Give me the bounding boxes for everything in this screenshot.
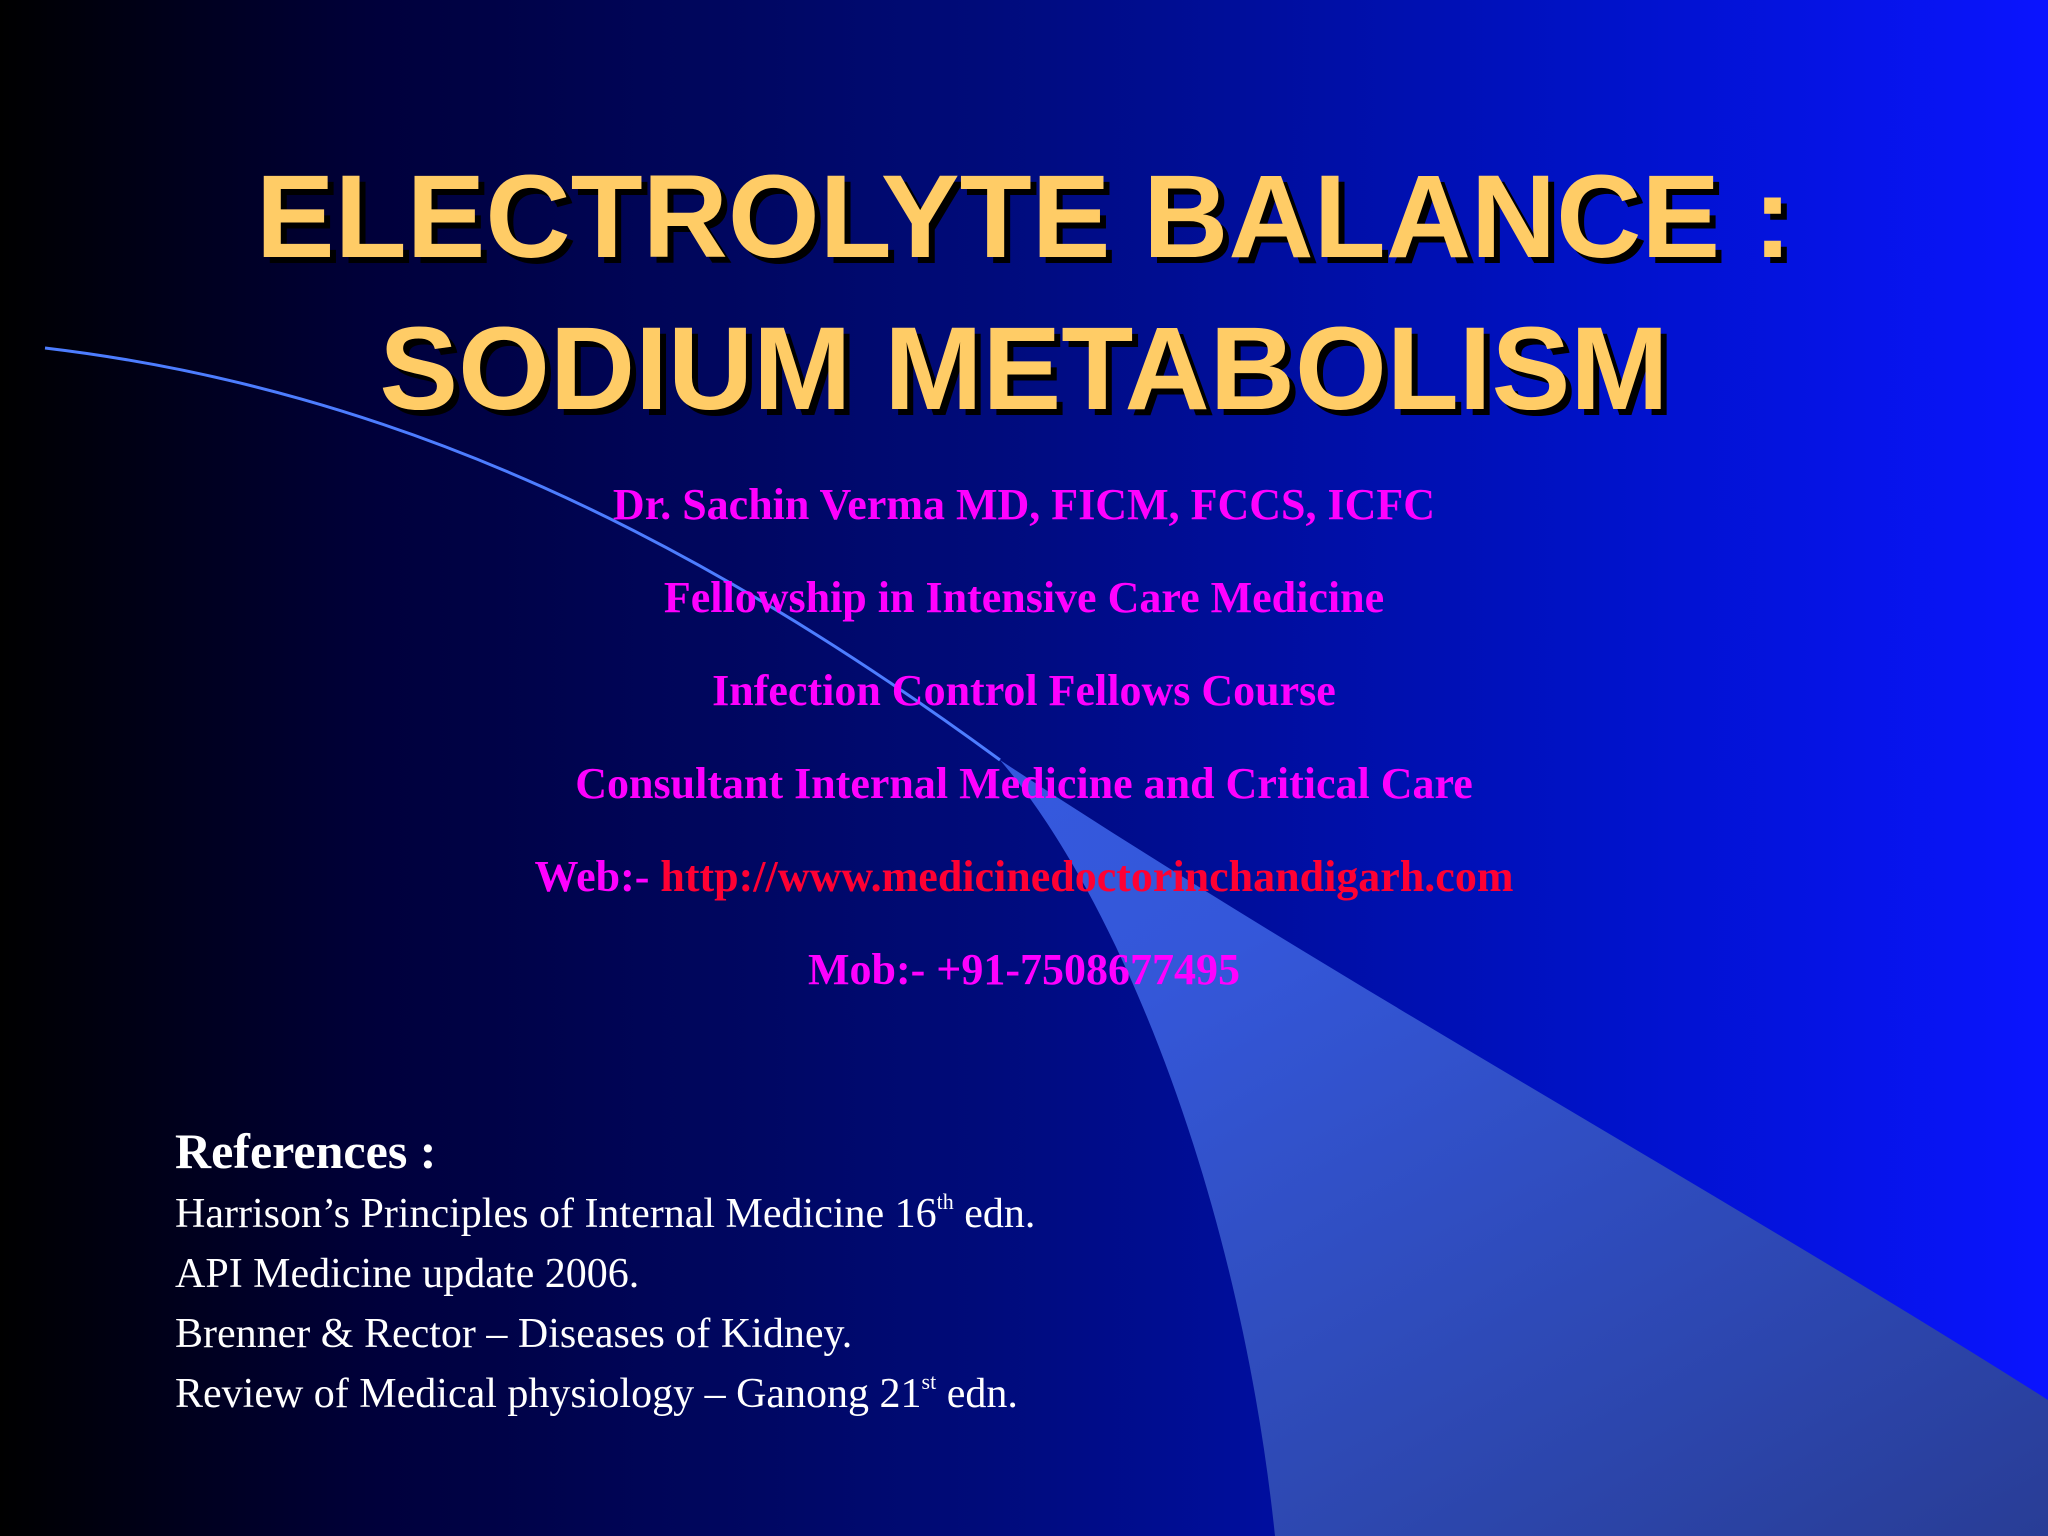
reference-item: Review of Medical physiology – Ganong 21st edn. — [175, 1369, 1018, 1417]
reference-item: Brenner & Rector – Diseases of Kidney. — [175, 1311, 853, 1357]
fellowship-line: Fellowship in Intensive Care Medicine — [663, 573, 1385, 622]
consultant-line: Consultant Internal Medicine and Critical Care — [575, 759, 1473, 808]
reference-item: Harrison’s Principles of Internal Medicine 16th edn. — [175, 1189, 1036, 1237]
web-label: Web:- — [534, 852, 661, 901]
mobile-line: Mob:- +91-7508677495 — [807, 945, 1241, 994]
web-line — [0, 852, 2048, 901]
slide-title-line-1: ELECTROLYTE BALANCE : — [255, 151, 1793, 283]
web-url-link[interactable]: http://www.medicinedoctorinchandigarh.com — [660, 852, 1514, 901]
references-heading: References : — [175, 1123, 437, 1179]
slide-title-line-2: SODIUM METABOLISM — [379, 303, 1669, 435]
references-block — [175, 1122, 1035, 1424]
reference-item: API Medicine update 2006. — [175, 1251, 640, 1297]
author-credentials: Dr. Sachin Verma MD, FICM, FCCS, ICFC — [612, 480, 1436, 529]
infection-course-line: Infection Control Fellows Course — [712, 666, 1336, 715]
